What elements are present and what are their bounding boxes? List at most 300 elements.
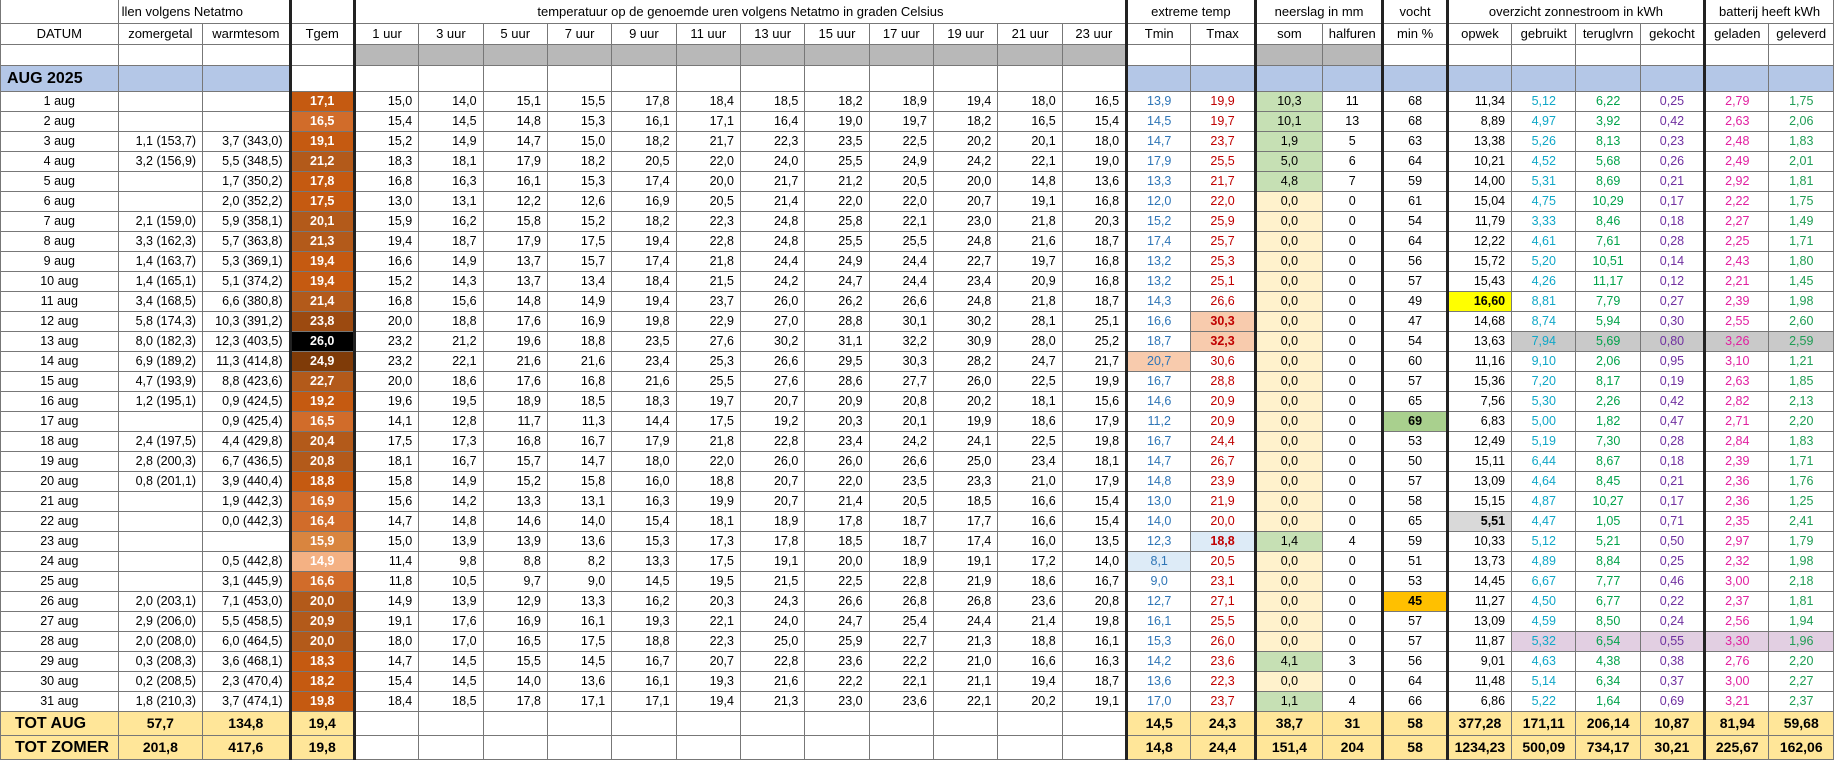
cell-t07: 13,1 xyxy=(547,492,611,512)
cell-battery-geleverd: 1,71 xyxy=(1769,232,1834,252)
cell-t09: 18,2 xyxy=(612,212,676,232)
cell-t03: 17,3 xyxy=(419,432,483,452)
cell-warmtesom: 3,9 (440,4) xyxy=(203,472,290,492)
cell-rain-sum: 10,1 xyxy=(1255,112,1322,132)
table-row xyxy=(1,112,1834,132)
cell-solar-gebruikt: 5,30 xyxy=(1512,392,1576,412)
cell-t17: 25,4 xyxy=(869,612,933,632)
cell-tgem: 19,8 xyxy=(290,692,354,712)
cell-humidity-min: 53 xyxy=(1383,432,1447,452)
cell-t23: 20,3 xyxy=(1062,212,1126,232)
cell-t21: 22,1 xyxy=(998,152,1062,172)
cell-t23: 16,3 xyxy=(1062,652,1126,672)
cell-solar-gebruikt: 4,50 xyxy=(1512,592,1576,612)
cell-rain-sum: 0,0 xyxy=(1255,672,1322,692)
col-header-t05: 5 uur xyxy=(483,24,547,45)
cell-t23: 15,4 xyxy=(1062,492,1126,512)
cell-t23: 17,9 xyxy=(1062,412,1126,432)
month-row-cell xyxy=(1576,66,1640,92)
cell-rain-sum: 4,1 xyxy=(1255,652,1322,672)
cell-t19: 21,3 xyxy=(933,632,997,652)
cell-tmin: 13,9 xyxy=(1127,92,1191,112)
cell-t21: 19,1 xyxy=(998,192,1062,212)
cell-t13: 20,7 xyxy=(740,472,804,492)
cell-t13: 18,9 xyxy=(740,512,804,532)
cell-battery-geladen: 2,27 xyxy=(1705,212,1769,232)
cell-solar-gekocht: 0,28 xyxy=(1640,232,1704,252)
cell-tmax: 20,0 xyxy=(1191,512,1255,532)
cell-t23: 15,4 xyxy=(1062,512,1126,532)
cell-t09: 17,1 xyxy=(612,692,676,712)
cell-humidity-min: 50 xyxy=(1383,452,1447,472)
cell-t01: 16,8 xyxy=(354,292,418,312)
total-label: TOT ZOMER xyxy=(1,736,119,760)
cell-tmin: 13,3 xyxy=(1127,172,1191,192)
table-row xyxy=(1,412,1834,432)
cell-tgem: 18,8 xyxy=(290,472,354,492)
cell-humidity-min: 54 xyxy=(1383,212,1447,232)
month-row-cell xyxy=(1383,66,1447,92)
cell-solar-opwek: 10,21 xyxy=(1447,152,1511,172)
cell-t11: 22,0 xyxy=(676,452,740,472)
cell-warmtesom: 5,9 (358,1) xyxy=(203,212,290,232)
cell-t11: 20,5 xyxy=(676,192,740,212)
total-empty-cell xyxy=(483,712,547,736)
table-row xyxy=(1,292,1834,312)
cell-t05: 12,9 xyxy=(483,592,547,612)
cell-t09: 14,5 xyxy=(612,572,676,592)
cell-t15: 23,5 xyxy=(805,132,869,152)
cell-t21: 21,4 xyxy=(998,612,1062,632)
cell-zomergetal xyxy=(118,412,202,432)
total-rain-halfhours: 31 xyxy=(1323,712,1383,736)
cell-warmtesom: 12,3 (403,5) xyxy=(203,332,290,352)
cell-t17: 18,7 xyxy=(869,532,933,552)
cell-battery-geladen: 2,56 xyxy=(1705,612,1769,632)
cell-tgem: 14,9 xyxy=(290,552,354,572)
grey-band-cell xyxy=(805,45,869,66)
cell-t13: 20,7 xyxy=(740,392,804,412)
cell-tmax: 30,3 xyxy=(1191,312,1255,332)
row-date: 8 aug xyxy=(1,232,119,252)
cell-solar-opwek: 13,63 xyxy=(1447,332,1511,352)
cell-tgem: 15,9 xyxy=(290,532,354,552)
total-empty-cell xyxy=(933,736,997,760)
cell-t21: 16,6 xyxy=(998,512,1062,532)
cell-t11: 18,1 xyxy=(676,512,740,532)
grey-band-cell xyxy=(1323,45,1383,66)
row-date: 27 aug xyxy=(1,612,119,632)
cell-t03: 16,2 xyxy=(419,212,483,232)
cell-t05: 12,2 xyxy=(483,192,547,212)
cell-solar-gekocht: 0,17 xyxy=(1640,192,1704,212)
grey-band-cell xyxy=(203,45,290,66)
month-row-cell xyxy=(483,66,547,92)
cell-t21: 23,4 xyxy=(998,452,1062,472)
grey-band-cell xyxy=(547,45,611,66)
cell-humidity-min: 51 xyxy=(1383,552,1447,572)
cell-solar-opwek: 10,33 xyxy=(1447,532,1511,552)
month-row-cell xyxy=(1255,66,1322,92)
cell-t21: 18,8 xyxy=(998,632,1062,652)
row-date: 19 aug xyxy=(1,452,119,472)
cell-zomergetal: 1,2 (195,1) xyxy=(118,392,202,412)
cell-t11: 22,3 xyxy=(676,212,740,232)
cell-battery-geladen: 3,21 xyxy=(1705,692,1769,712)
cell-t07: 17,1 xyxy=(547,692,611,712)
table-row xyxy=(1,452,1834,472)
cell-t17: 26,8 xyxy=(869,592,933,612)
cell-t13: 21,7 xyxy=(740,172,804,192)
total-empty-cell xyxy=(354,712,418,736)
cell-t11: 21,5 xyxy=(676,272,740,292)
total-humidity-min: 58 xyxy=(1383,736,1447,760)
cell-tmax: 21,7 xyxy=(1191,172,1255,192)
cell-t03: 18,8 xyxy=(419,312,483,332)
grey-band-cell xyxy=(1769,45,1834,66)
cell-tgem: 20,0 xyxy=(290,632,354,652)
row-date: 16 aug xyxy=(1,392,119,412)
cell-solar-opwek: 15,15 xyxy=(1447,492,1511,512)
cell-t23: 13,6 xyxy=(1062,172,1126,192)
cell-t05: 16,1 xyxy=(483,172,547,192)
cell-warmtesom: 10,3 (391,2) xyxy=(203,312,290,332)
cell-t21: 14,8 xyxy=(998,172,1062,192)
cell-solar-gekocht: 0,21 xyxy=(1640,472,1704,492)
cell-t07: 11,3 xyxy=(547,412,611,432)
cell-t21: 20,1 xyxy=(998,132,1062,152)
cell-t15: 22,0 xyxy=(805,192,869,212)
cell-rain-sum: 0,0 xyxy=(1255,212,1322,232)
cell-solar-opwek: 11,79 xyxy=(1447,212,1511,232)
cell-t07: 14,0 xyxy=(547,512,611,532)
month-row-cell xyxy=(1062,66,1126,92)
cell-battery-geladen: 2,97 xyxy=(1705,532,1769,552)
table-row xyxy=(1,352,1834,372)
cell-t13: 22,8 xyxy=(740,432,804,452)
cell-t01: 15,4 xyxy=(354,672,418,692)
cell-solar-teruglevering: 10,29 xyxy=(1576,192,1640,212)
cell-rain-halfhours: 5 xyxy=(1323,132,1383,152)
cell-solar-gebruikt: 6,67 xyxy=(1512,572,1576,592)
cell-humidity-min: 49 xyxy=(1383,292,1447,312)
total-empty-cell xyxy=(998,736,1062,760)
cell-t11: 22,0 xyxy=(676,152,740,172)
cell-t19: 18,5 xyxy=(933,492,997,512)
cell-battery-geladen: 2,37 xyxy=(1705,592,1769,612)
cell-t15: 25,8 xyxy=(805,212,869,232)
cell-tgem: 16,5 xyxy=(290,412,354,432)
cell-solar-teruglevering: 3,92 xyxy=(1576,112,1640,132)
cell-t23: 19,9 xyxy=(1062,372,1126,392)
cell-t15: 28,6 xyxy=(805,372,869,392)
grey-band-cell xyxy=(1191,45,1255,66)
cell-t17: 23,5 xyxy=(869,472,933,492)
cell-tmin: 17,9 xyxy=(1127,152,1191,172)
cell-t11: 22,8 xyxy=(676,232,740,252)
cell-t01: 11,4 xyxy=(354,552,418,572)
total-solar-opwek: 1234,23 xyxy=(1447,736,1511,760)
cell-t23: 17,9 xyxy=(1062,472,1126,492)
cell-solar-gebruikt: 3,33 xyxy=(1512,212,1576,232)
cell-t01: 20,0 xyxy=(354,372,418,392)
cell-battery-geleverd: 1,21 xyxy=(1769,352,1834,372)
total-rain-halfhours: 204 xyxy=(1323,736,1383,760)
col-header-t07: 7 uur xyxy=(547,24,611,45)
cell-rain-halfhours: 4 xyxy=(1323,532,1383,552)
cell-tmin: 20,7 xyxy=(1127,352,1191,372)
month-row-cell xyxy=(290,66,354,92)
cell-solar-teruglevering: 5,69 xyxy=(1576,332,1640,352)
row-date: 2 aug xyxy=(1,112,119,132)
cell-t03: 15,6 xyxy=(419,292,483,312)
cell-zomergetal: 3,2 (156,9) xyxy=(118,152,202,172)
cell-zomergetal xyxy=(118,572,202,592)
cell-warmtesom: 6,0 (464,5) xyxy=(203,632,290,652)
cell-warmtesom: 0,9 (424,5) xyxy=(203,392,290,412)
cell-t17: 24,4 xyxy=(869,252,933,272)
cell-t23: 20,8 xyxy=(1062,592,1126,612)
total-empty-cell xyxy=(869,736,933,760)
cell-solar-gebruikt: 4,63 xyxy=(1512,652,1576,672)
grey-band-cell xyxy=(1383,45,1447,66)
cell-t07: 15,3 xyxy=(547,172,611,192)
cell-battery-geleverd: 2,20 xyxy=(1769,652,1834,672)
total-solar-gebruikt: 500,09 xyxy=(1512,736,1576,760)
cell-t17: 24,2 xyxy=(869,432,933,452)
cell-rain-sum: 4,8 xyxy=(1255,172,1322,192)
cell-battery-geleverd: 2,13 xyxy=(1769,392,1834,412)
cell-t05: 13,3 xyxy=(483,492,547,512)
cell-t23: 18,1 xyxy=(1062,452,1126,472)
cell-battery-geleverd: 1,45 xyxy=(1769,272,1834,292)
table-row xyxy=(1,192,1834,212)
total-month-row xyxy=(1,712,1834,736)
cell-t09: 13,3 xyxy=(612,552,676,572)
cell-battery-geladen: 2,22 xyxy=(1705,192,1769,212)
cell-t11: 17,5 xyxy=(676,552,740,572)
cell-tmax: 26,0 xyxy=(1191,632,1255,652)
row-date: 11 aug xyxy=(1,292,119,312)
cell-battery-geladen: 2,55 xyxy=(1705,312,1769,332)
cell-rain-halfhours: 0 xyxy=(1323,252,1383,272)
cell-solar-gebruikt: 8,74 xyxy=(1512,312,1576,332)
cell-t11: 20,3 xyxy=(676,592,740,612)
cell-t05: 9,7 xyxy=(483,572,547,592)
month-row-cell xyxy=(1447,66,1511,92)
cell-solar-opwek: 8,89 xyxy=(1447,112,1511,132)
total-empty-cell xyxy=(805,712,869,736)
cell-t21: 20,9 xyxy=(998,272,1062,292)
header-blank xyxy=(1,0,119,24)
cell-solar-opwek: 7,56 xyxy=(1447,392,1511,412)
cell-solar-gebruikt: 8,81 xyxy=(1512,292,1576,312)
cell-t01: 19,1 xyxy=(354,612,418,632)
cell-tgem: 16,6 xyxy=(290,572,354,592)
cell-t11: 19,7 xyxy=(676,392,740,412)
total-solar-gekocht: 10,87 xyxy=(1640,712,1704,736)
cell-t15: 25,5 xyxy=(805,152,869,172)
cell-rain-sum: 0,0 xyxy=(1255,292,1322,312)
cell-rain-halfhours: 0 xyxy=(1323,452,1383,472)
cell-t15: 20,9 xyxy=(805,392,869,412)
cell-t05: 16,9 xyxy=(483,612,547,632)
grey-band-cell xyxy=(1512,45,1576,66)
cell-solar-gekocht: 0,95 xyxy=(1640,352,1704,372)
cell-battery-geleverd: 2,20 xyxy=(1769,412,1834,432)
cell-t03: 18,7 xyxy=(419,232,483,252)
cell-rain-sum: 0,0 xyxy=(1255,572,1322,592)
cell-t19: 30,9 xyxy=(933,332,997,352)
cell-solar-teruglevering: 7,79 xyxy=(1576,292,1640,312)
cell-t21: 18,0 xyxy=(998,92,1062,112)
cell-t13: 24,0 xyxy=(740,612,804,632)
cell-t01: 15,2 xyxy=(354,132,418,152)
cell-t13: 17,8 xyxy=(740,532,804,552)
cell-t17: 20,5 xyxy=(869,172,933,192)
cell-t21: 21,0 xyxy=(998,472,1062,492)
cell-tgem: 26,0 xyxy=(290,332,354,352)
cell-rain-halfhours: 0 xyxy=(1323,272,1383,292)
cell-zomergetal: 2,4 (197,5) xyxy=(118,432,202,452)
cell-t05: 13,9 xyxy=(483,532,547,552)
cell-t09: 16,1 xyxy=(612,112,676,132)
cell-solar-gebruikt: 4,89 xyxy=(1512,552,1576,572)
grey-band-cell xyxy=(419,45,483,66)
cell-tmin: 14,3 xyxy=(1127,292,1191,312)
cell-t21: 28,1 xyxy=(998,312,1062,332)
cell-t01: 19,4 xyxy=(354,232,418,252)
cell-t19: 21,9 xyxy=(933,572,997,592)
cell-t17: 30,1 xyxy=(869,312,933,332)
cell-t15: 21,2 xyxy=(805,172,869,192)
cell-tgem: 16,9 xyxy=(290,492,354,512)
cell-t03: 17,0 xyxy=(419,632,483,652)
cell-t13: 24,8 xyxy=(740,212,804,232)
cell-t17: 27,7 xyxy=(869,372,933,392)
cell-t07: 9,0 xyxy=(547,572,611,592)
cell-t01: 18,4 xyxy=(354,692,418,712)
cell-t13: 24,8 xyxy=(740,232,804,252)
total-solar-teruglevering: 206,14 xyxy=(1576,712,1640,736)
cell-solar-opwek: 14,00 xyxy=(1447,172,1511,192)
cell-rain-halfhours: 6 xyxy=(1323,152,1383,172)
cell-solar-opwek: 15,11 xyxy=(1447,452,1511,472)
cell-humidity-min: 57 xyxy=(1383,472,1447,492)
cell-t17: 18,7 xyxy=(869,512,933,532)
cell-battery-geleverd: 2,37 xyxy=(1769,692,1834,712)
cell-battery-geladen: 2,49 xyxy=(1705,152,1769,172)
cell-t05: 14,0 xyxy=(483,672,547,692)
cell-solar-gebruikt: 4,61 xyxy=(1512,232,1576,252)
table-row xyxy=(1,612,1834,632)
cell-t09: 15,4 xyxy=(612,512,676,532)
total-solar-opwek: 377,28 xyxy=(1447,712,1511,736)
cell-rain-sum: 0,0 xyxy=(1255,392,1322,412)
cell-t21: 19,4 xyxy=(998,672,1062,692)
cell-t23: 19,1 xyxy=(1062,692,1126,712)
cell-t17: 20,5 xyxy=(869,492,933,512)
cell-solar-gebruikt: 4,26 xyxy=(1512,272,1576,292)
cell-battery-geladen: 2,36 xyxy=(1705,492,1769,512)
cell-t17: 20,1 xyxy=(869,412,933,432)
grey-band-cell xyxy=(354,45,418,66)
row-date: 26 aug xyxy=(1,592,119,612)
cell-t19: 23,0 xyxy=(933,212,997,232)
cell-warmtesom: 4,4 (429,8) xyxy=(203,432,290,452)
cell-solar-gekocht: 0,42 xyxy=(1640,112,1704,132)
cell-t11: 17,1 xyxy=(676,112,740,132)
cell-t05: 11,7 xyxy=(483,412,547,432)
cell-t11: 19,9 xyxy=(676,492,740,512)
cell-solar-teruglevering: 10,27 xyxy=(1576,492,1640,512)
cell-t21: 22,5 xyxy=(998,372,1062,392)
row-date: 1 aug xyxy=(1,92,119,112)
cell-t13: 24,0 xyxy=(740,152,804,172)
cell-t21: 18,6 xyxy=(998,412,1062,432)
month-row-cell xyxy=(354,66,418,92)
cell-t15: 22,2 xyxy=(805,672,869,692)
cell-rain-sum: 0,0 xyxy=(1255,192,1322,212)
cell-solar-opwek: 13,09 xyxy=(1447,612,1511,632)
total-summer-row xyxy=(1,736,1834,760)
cell-rain-halfhours: 0 xyxy=(1323,292,1383,312)
table-row xyxy=(1,332,1834,352)
total-empty-cell xyxy=(1062,712,1126,736)
cell-t09: 14,4 xyxy=(612,412,676,432)
cell-tgem: 19,2 xyxy=(290,392,354,412)
cell-t23: 16,8 xyxy=(1062,272,1126,292)
cell-t03: 18,6 xyxy=(419,372,483,392)
cell-t21: 17,2 xyxy=(998,552,1062,572)
cell-t07: 15,3 xyxy=(547,112,611,132)
cell-t03: 10,5 xyxy=(419,572,483,592)
cell-t07: 17,5 xyxy=(547,232,611,252)
cell-solar-opwek: 6,86 xyxy=(1447,692,1511,712)
month-row-cell xyxy=(1769,66,1834,92)
cell-t23: 15,6 xyxy=(1062,392,1126,412)
cell-t15: 20,3 xyxy=(805,412,869,432)
cell-t19: 23,4 xyxy=(933,272,997,292)
cell-solar-opwek: 13,38 xyxy=(1447,132,1511,152)
cell-solar-teruglevering: 7,61 xyxy=(1576,232,1640,252)
cell-t23: 18,7 xyxy=(1062,232,1126,252)
col-header-solar-opwek: opwek xyxy=(1447,24,1511,45)
cell-t03: 13,9 xyxy=(419,532,483,552)
cell-t23: 15,4 xyxy=(1062,112,1126,132)
cell-tmax: 22,0 xyxy=(1191,192,1255,212)
column-header-row xyxy=(1,24,1834,45)
cell-t05: 14,8 xyxy=(483,292,547,312)
cell-t07: 13,4 xyxy=(547,272,611,292)
cell-t01: 15,0 xyxy=(354,92,418,112)
col-header-t13: 13 uur xyxy=(740,24,804,45)
total-battery-geleverd: 59,68 xyxy=(1769,712,1834,736)
cell-t19: 24,8 xyxy=(933,232,997,252)
cell-tmax: 21,9 xyxy=(1191,492,1255,512)
month-row xyxy=(1,66,1834,92)
cell-tmin: 17,4 xyxy=(1127,232,1191,252)
cell-t15: 17,8 xyxy=(805,512,869,532)
grey-band-cell xyxy=(1576,45,1640,66)
cell-warmtesom: 3,1 (445,9) xyxy=(203,572,290,592)
cell-t15: 22,0 xyxy=(805,472,869,492)
cell-humidity-min: 56 xyxy=(1383,252,1447,272)
cell-humidity-min: 68 xyxy=(1383,92,1447,112)
cell-tmax: 25,5 xyxy=(1191,152,1255,172)
cell-solar-gekocht: 0,12 xyxy=(1640,272,1704,292)
header-battery: batterij heeft kWh xyxy=(1705,0,1834,24)
